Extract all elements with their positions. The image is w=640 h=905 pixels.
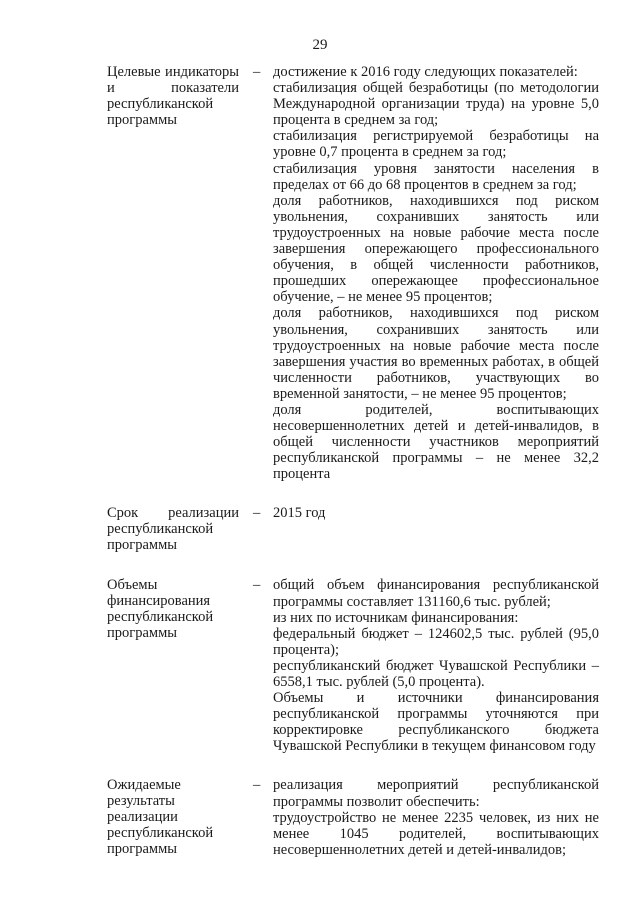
row-label: Ожидаемые результаты реализации республиканской программы <box>107 777 214 858</box>
page-number: 29 <box>312 37 328 53</box>
passport-row-financing <box>0 577 640 754</box>
passport-row-indicators <box>0 64 640 482</box>
paragraph: федеральный бюджет – 124602,5 тыс. рублей (95,0 процента); <box>273 625 599 658</box>
row-value <box>273 777 599 857</box>
paragraph: доля родителей, воспитывающих несовершеннолетних детей и детей-инвалидов, в общей численности участников мероприятий республиканской программы – не менее 32,2 процента <box>273 401 599 483</box>
row-value <box>273 577 599 754</box>
paragraph: из них по источникам финансирования: <box>273 609 519 626</box>
row-value <box>273 64 599 482</box>
row-label: Срок реализации республиканской программы <box>107 505 239 554</box>
row-label: Целевые индикаторы и показатели республиканской программы <box>107 64 239 128</box>
row-dash: – <box>253 777 261 794</box>
paragraph: стабилизация общей безработицы (по методологии Международной организации труда) на уровне 5,0 процента в среднем за год; <box>273 80 599 129</box>
paragraph: трудоустройство не менее 2235 человек, из них не менее 1045 родителей, воспитывающих несовершеннолетних детей и детей-инвалидов; <box>273 809 599 858</box>
paragraph: стабилизация регистрируемой безработицы на уровне 0,7 процента в среднем за год; <box>273 128 599 161</box>
passport-row-expected-results <box>0 777 640 857</box>
paragraph: республиканский бюджет Чувашской Республики – 6558,1 тыс. рублей (5,0 процента). <box>273 657 599 690</box>
paragraph: доля работников, находившихся под риском увольнения, сохранивших занятость или трудоустроенных на новые рабочие места после завершения участия во временных работах, в общей численности работников, участвующих во временной занятости, – не менее 95 процентов; <box>273 305 599 402</box>
row-dash: – <box>253 505 261 522</box>
paragraph: достижение к 2016 году следующих показателей: <box>273 64 578 80</box>
program-passport <box>0 64 640 858</box>
paragraph: Объемы и источники финансирования республиканской программы уточняются при корректировке республиканского бюджета Чувашской Республики в текущем финансовом году <box>273 690 599 755</box>
passport-row-period <box>0 505 640 554</box>
paragraph: стабилизация уровня занятости населения в пределах от 66 до 68 процентов в среднем за год; <box>273 160 599 193</box>
paragraph: 2015 год <box>273 505 326 522</box>
row-value <box>273 505 599 521</box>
row-label: Объемы финансирования республиканской программы <box>107 577 214 642</box>
paragraph: реализация мероприятий республиканской программы позволит обеспечить: <box>273 777 599 810</box>
paragraph: общий объем финансирования республиканской программы составляет 131160,6 тыс. рублей; <box>273 577 599 610</box>
row-dash: – <box>253 64 261 80</box>
row-dash: – <box>253 577 261 594</box>
paragraph: доля работников, находившихся под риском увольнения, сохранивших занятость или трудоустроенных на новые рабочие места после завершения опережающего профессионального обучения, в общей численности работников, прошедших опережающее профессиональное обучение, – не менее 95 процентов; <box>273 192 599 306</box>
